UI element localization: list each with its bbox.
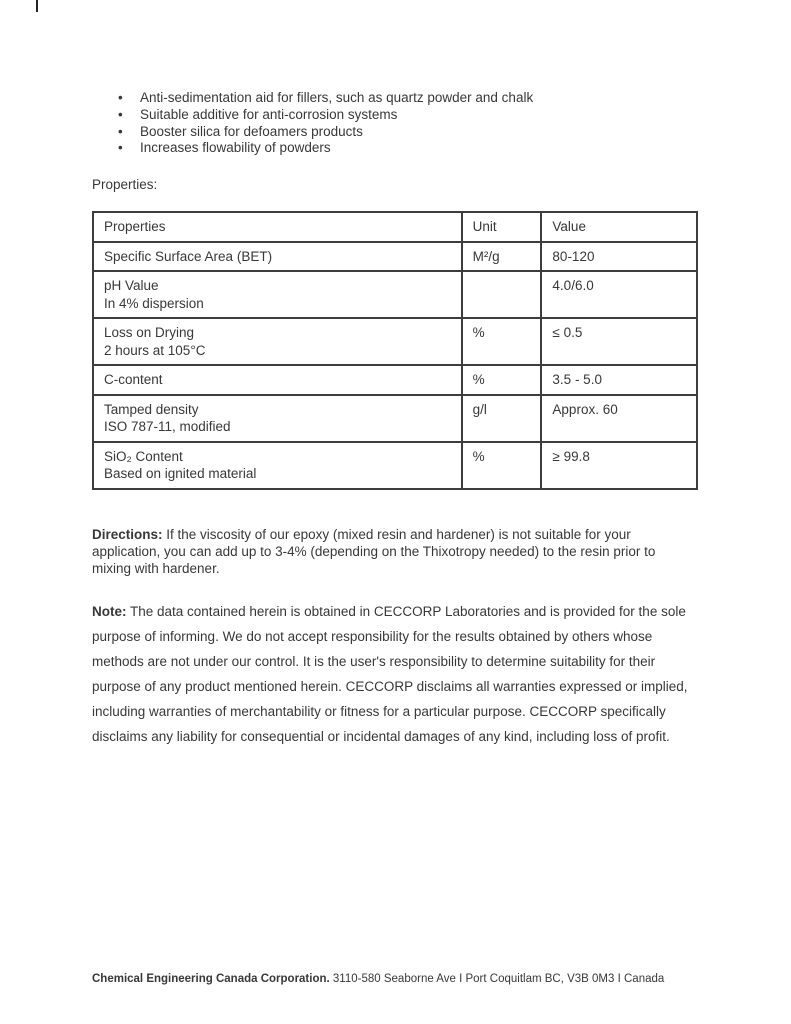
cell-value: Approx. 60 xyxy=(541,395,697,442)
cell-property: C-content xyxy=(93,365,462,395)
table-row xyxy=(93,442,697,489)
table-body xyxy=(93,242,697,489)
table-row xyxy=(93,271,697,318)
bullet-item xyxy=(117,90,747,107)
cell-unit: % xyxy=(462,365,542,395)
cell-unit xyxy=(462,271,542,318)
footer-company-name: Chemical Engineering Canada Corporation. xyxy=(92,973,330,985)
table-row xyxy=(93,365,697,395)
bullet-item xyxy=(117,107,747,124)
cell-value: 4.0/6.0 xyxy=(541,271,697,318)
bullet-text: Booster silica for defoamers products xyxy=(140,123,363,139)
properties-table xyxy=(92,211,698,490)
cell-value: 80-120 xyxy=(541,242,697,272)
bullet-text: Increases flowability of powders xyxy=(140,140,331,156)
table-header-row xyxy=(93,212,697,242)
directions-paragraph xyxy=(92,527,693,577)
directions-label: Directions: xyxy=(92,527,163,542)
bullet-list xyxy=(117,90,747,157)
bullet-item xyxy=(117,140,747,157)
note-text: The data contained herein is obtained in CECCORP Laboratories and is provided for the sole purpose of informing. We do not accept responsibility for the results obtained by others whose methods are not under our control. It is the user's responsibility to determine suitability for their purpose of any product mentioned herein. CECCORP disclaims all warranties expressed or implied, including warranties of merchantability or fitness for a particular purpose. CECCORP specifically disclaims any liability for consequential or incidental damages of any kind, including loss of profit. xyxy=(92,604,688,744)
cell-property: SiO₂ Content Based on ignited material xyxy=(93,442,462,489)
bullet-icon: • xyxy=(118,123,123,139)
table-row xyxy=(93,318,697,365)
table-row xyxy=(93,242,697,272)
bullet-icon: • xyxy=(118,140,123,156)
properties-section-label: Properties: xyxy=(92,177,158,192)
bullet-text: Suitable additive for anti-corrosion systems xyxy=(140,106,398,122)
table-header-unit: Unit xyxy=(462,212,542,242)
scan-artifact-mark xyxy=(36,0,38,12)
cell-value: ≥ 99.8 xyxy=(541,442,697,489)
table-header-value: Value xyxy=(541,212,697,242)
bullet-icon: • xyxy=(118,90,123,105)
cell-property: Specific Surface Area (BET) xyxy=(93,242,462,272)
cell-unit: M²/g xyxy=(462,242,542,272)
table-header-properties: Properties xyxy=(93,212,462,242)
footer-line xyxy=(92,972,752,986)
cell-value: 3.5 - 5.0 xyxy=(541,365,697,395)
cell-property: pH Value In 4% dispersion xyxy=(93,271,462,318)
bullet-icon: • xyxy=(118,106,123,122)
cell-unit: g/l xyxy=(462,395,542,442)
table-row xyxy=(93,395,697,442)
bullet-item xyxy=(117,124,747,141)
note-paragraph xyxy=(92,599,696,749)
directions-text: If the viscosity of our epoxy (mixed resin and hardener) is not suitable for your application, you can add up to 3-4% (depending on the Thixotropy needed) to the resin prior to mixing with hardener. xyxy=(92,527,656,576)
cell-unit: % xyxy=(462,318,542,365)
cell-unit: % xyxy=(462,442,542,489)
bullet-text: Anti-sedimentation aid for fillers, such as quartz powder and chalk xyxy=(140,90,534,105)
cell-value: ≤ 0.5 xyxy=(541,318,697,365)
footer-address: 3110-580 Seaborne Ave I Port Coquitlam BC, V3B 0M3 I Canada xyxy=(329,973,665,985)
cell-property: Tamped density ISO 787-11, modified xyxy=(93,395,462,442)
note-label: Note: xyxy=(92,604,127,619)
cell-property: Loss on Drying 2 hours at 105°C xyxy=(93,318,462,365)
